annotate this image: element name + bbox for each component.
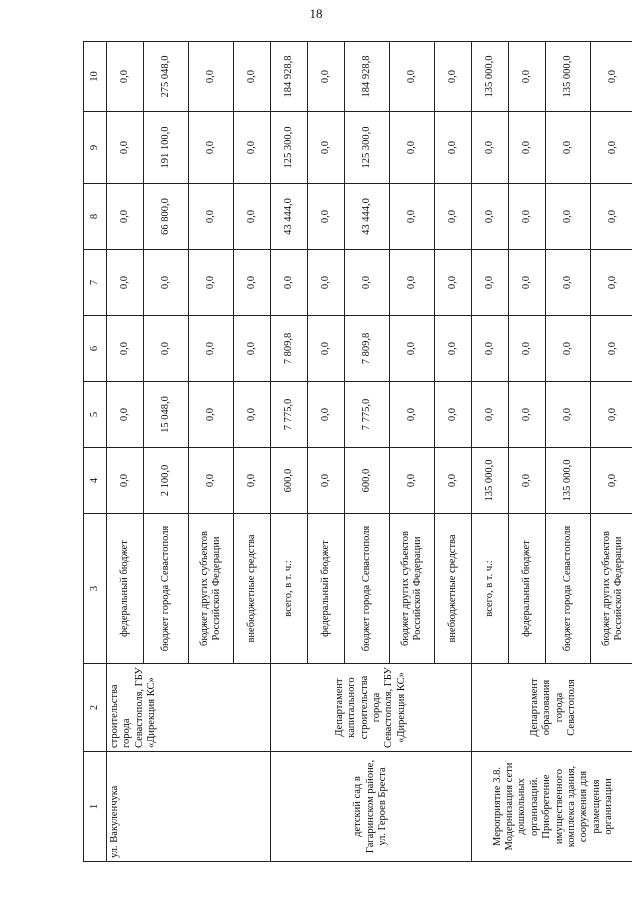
value-cell: 7 775,0 xyxy=(345,382,390,448)
header-cell: 3 xyxy=(84,514,107,664)
responsible-cell: строительства города Севастополя, ГБУ «Дирекция КС» xyxy=(107,664,271,752)
value-cell: 0,0 xyxy=(435,112,472,184)
value-cell: 0,0 xyxy=(144,250,189,316)
value-cell: 0,0 xyxy=(144,316,189,382)
header-cell: 5 xyxy=(84,382,107,448)
header-cell: 8 xyxy=(84,184,107,250)
table-row xyxy=(271,42,308,862)
funding-source-cell: бюджет других субъектов Российской Федерации xyxy=(189,514,234,664)
value-cell: 125 300,0 xyxy=(345,112,390,184)
value-cell: 0,0 xyxy=(435,448,472,514)
funding-source-cell: федеральный бюджет xyxy=(107,514,144,664)
value-cell: 0,0 xyxy=(390,250,435,316)
value-cell: 0,0 xyxy=(234,382,271,448)
value-cell: 0,0 xyxy=(509,112,546,184)
value-cell: 2 100,0 xyxy=(144,448,189,514)
value-cell: 66 800,0 xyxy=(144,184,189,250)
value-cell: 0,0 xyxy=(234,184,271,250)
value-cell: 0,0 xyxy=(271,250,308,316)
value-cell: 0,0 xyxy=(308,250,345,316)
value-cell: 0,0 xyxy=(308,42,345,112)
value-cell: 0,0 xyxy=(591,448,632,514)
value-cell: 0,0 xyxy=(189,184,234,250)
header-row xyxy=(84,42,107,862)
value-cell: 0,0 xyxy=(107,42,144,112)
value-cell: 0,0 xyxy=(308,382,345,448)
value-cell: 0,0 xyxy=(591,316,632,382)
value-cell: 0,0 xyxy=(107,382,144,448)
value-cell: 0,0 xyxy=(189,250,234,316)
responsible-cell: Департамент капитального строительства города Севастополя, ГБУ «Дирекция КС» xyxy=(271,664,472,752)
header-cell: 4 xyxy=(84,448,107,514)
value-cell: 0,0 xyxy=(546,112,591,184)
funding-source-cell: бюджет других субъектов Российской Федерации xyxy=(591,514,632,664)
value-cell: 0,0 xyxy=(472,112,509,184)
value-cell: 0,0 xyxy=(509,382,546,448)
funding-source-cell: федеральный бюджет xyxy=(509,514,546,664)
value-cell: 0,0 xyxy=(308,184,345,250)
value-cell: 0,0 xyxy=(390,184,435,250)
value-cell: 0,0 xyxy=(509,448,546,514)
header-cell: 7 xyxy=(84,250,107,316)
value-cell: 0,0 xyxy=(390,316,435,382)
value-cell: 0,0 xyxy=(472,316,509,382)
funding-source-cell: бюджет города Севастополя xyxy=(144,514,189,664)
value-cell: 0,0 xyxy=(472,184,509,250)
value-cell: 275 048,0 xyxy=(144,42,189,112)
value-cell: 0,0 xyxy=(472,250,509,316)
value-cell: 0,0 xyxy=(345,250,390,316)
value-cell: 0,0 xyxy=(390,382,435,448)
object-name-cell: ул. Вакуленчука xyxy=(107,752,271,862)
value-cell: 0,0 xyxy=(107,184,144,250)
rotated-table-frame xyxy=(83,42,624,862)
value-cell: 0,0 xyxy=(234,316,271,382)
value-cell: 0,0 xyxy=(234,42,271,112)
value-cell: 0,0 xyxy=(591,184,632,250)
value-cell: 0,0 xyxy=(234,250,271,316)
value-cell: 0,0 xyxy=(509,42,546,112)
value-cell: 0,0 xyxy=(591,42,632,112)
value-cell: 7 775,0 xyxy=(271,382,308,448)
funding-source-cell: внебюджетные средства xyxy=(435,514,472,664)
value-cell: 0,0 xyxy=(308,112,345,184)
value-cell: 0,0 xyxy=(107,112,144,184)
value-cell: 7 809,8 xyxy=(271,316,308,382)
value-cell: 191 100,0 xyxy=(144,112,189,184)
value-cell: 0,0 xyxy=(546,184,591,250)
value-cell: 0,0 xyxy=(107,316,144,382)
value-cell: 184 928,8 xyxy=(271,42,308,112)
responsible-cell: Департамент образования города Севастополя xyxy=(472,664,632,752)
header-cell: 9 xyxy=(84,112,107,184)
value-cell: 0,0 xyxy=(390,112,435,184)
value-cell: 135 000,0 xyxy=(546,42,591,112)
funding-source-cell: федеральный бюджет xyxy=(308,514,345,664)
funding-source-cell: бюджет города Севастополя xyxy=(546,514,591,664)
value-cell: 0,0 xyxy=(509,250,546,316)
object-name-cell: детский сад в Гагаринском районе, ул. Героев Бреста xyxy=(271,752,472,862)
value-cell: 0,0 xyxy=(308,316,345,382)
value-cell: 0,0 xyxy=(546,250,591,316)
value-cell: 0,0 xyxy=(435,382,472,448)
value-cell: 135 000,0 xyxy=(472,42,509,112)
value-cell: 0,0 xyxy=(107,250,144,316)
value-cell: 0,0 xyxy=(390,42,435,112)
value-cell: 135 000,0 xyxy=(546,448,591,514)
value-cell: 0,0 xyxy=(435,316,472,382)
funding-source-cell: бюджет других субъектов Российской Федерации xyxy=(390,514,435,664)
value-cell: 0,0 xyxy=(390,448,435,514)
value-cell: 7 809,8 xyxy=(345,316,390,382)
value-cell: 0,0 xyxy=(509,316,546,382)
value-cell: 0,0 xyxy=(308,448,345,514)
value-cell: 0,0 xyxy=(435,42,472,112)
funding-source-cell: всего, в т. ч.: xyxy=(271,514,308,664)
value-cell: 0,0 xyxy=(435,250,472,316)
value-cell: 43 444,0 xyxy=(271,184,308,250)
header-cell: 10 xyxy=(84,42,107,112)
value-cell: 15 048,0 xyxy=(144,382,189,448)
value-cell: 0,0 xyxy=(591,112,632,184)
value-cell: 0,0 xyxy=(189,42,234,112)
value-cell: 135 000,0 xyxy=(472,448,509,514)
page-number: 18 xyxy=(309,6,323,21)
value-cell: 0,0 xyxy=(234,448,271,514)
value-cell: 0,0 xyxy=(234,112,271,184)
value-cell: 0,0 xyxy=(546,382,591,448)
object-name-cell: Мероприятие 3.8. Модернизация сети дошкольных организаций. Приобретение имущественного комплекса здания, сооружения для размещения организации xyxy=(472,752,632,862)
table-row xyxy=(472,42,509,862)
value-cell: 0,0 xyxy=(189,316,234,382)
value-cell: 0,0 xyxy=(189,448,234,514)
table-row xyxy=(107,42,144,862)
value-cell: 600,0 xyxy=(271,448,308,514)
funding-source-cell: всего, в т. ч.: xyxy=(472,514,509,664)
value-cell: 0,0 xyxy=(189,112,234,184)
value-cell: 0,0 xyxy=(189,382,234,448)
value-cell: 600,0 xyxy=(345,448,390,514)
value-cell: 0,0 xyxy=(107,448,144,514)
budget-table xyxy=(83,41,632,862)
value-cell: 0,0 xyxy=(472,382,509,448)
funding-source-cell: внебюджетные средства xyxy=(234,514,271,664)
value-cell: 125 300,0 xyxy=(271,112,308,184)
header-cell: 6 xyxy=(84,316,107,382)
value-cell: 0,0 xyxy=(546,316,591,382)
header-cell: 1 xyxy=(84,752,107,862)
value-cell: 0,0 xyxy=(591,382,632,448)
value-cell: 0,0 xyxy=(435,184,472,250)
value-cell: 0,0 xyxy=(509,184,546,250)
value-cell: 43 444,0 xyxy=(345,184,390,250)
funding-source-cell: бюджет города Севастополя xyxy=(345,514,390,664)
header-cell: 2 xyxy=(84,664,107,752)
value-cell: 184 928,8 xyxy=(345,42,390,112)
value-cell: 0,0 xyxy=(591,250,632,316)
